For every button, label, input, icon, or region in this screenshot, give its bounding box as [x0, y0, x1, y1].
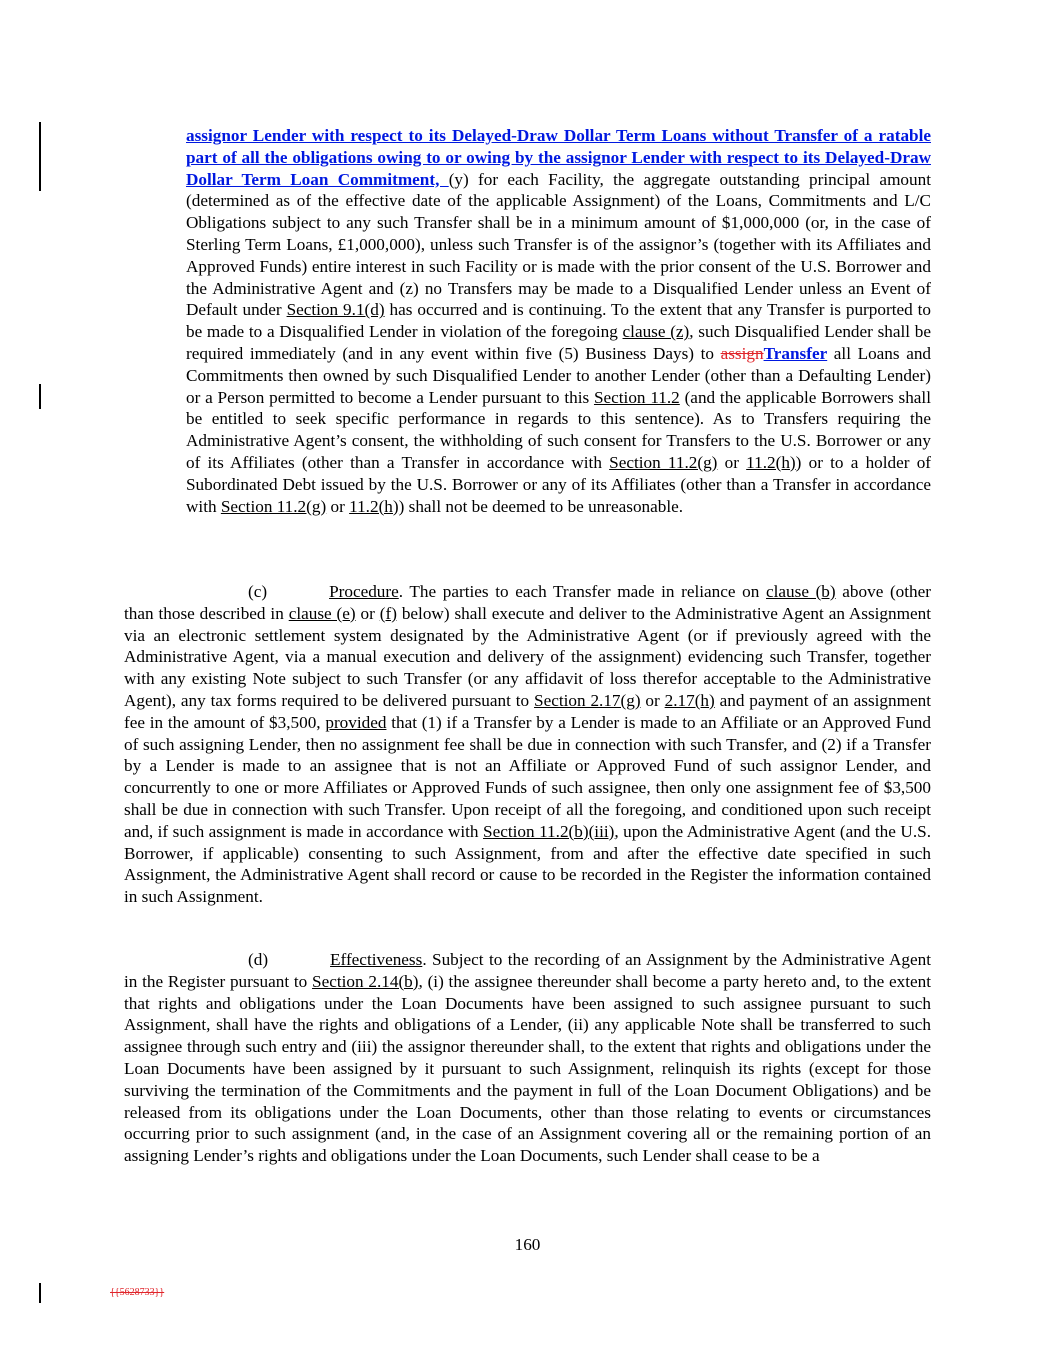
- cross-reference: Section 2.17(g): [534, 690, 641, 710]
- defined-term: provided: [325, 712, 387, 732]
- inserted-text: assignor Lender with respect to its Delayed-Draw Dollar Term Loans without Transfer of a ratable part of all the obligations owing to or owing by the assignor Lender with respect to its Delayed-Draw Dollar Term Loan Commitment,: [186, 126, 931, 189]
- cross-reference: 11.2(h): [349, 496, 399, 516]
- paragraph-procedure: (c) Procedure. The parties to each Transfer made in reliance on clause (b) above (other than those described in clause (e) or (f) below) shall execute and deliver to the Administrative Agent an Assignment via an electronic settlement system designated by the Administrative Agent (or if previously agreed with the Administrative Agent, via a manual execution and delivery of the assignment) evidencing such Transfer, together with any existing Note subject to such Transfer (or any affidavit of loss therefor acceptable to the Administrative Agent), any tax forms required to be delivered pursuant to Section 2.17(g) or 2.17(h) and payment of an assignment fee in the amount of $3,500, provided that (1) if a Transfer by a Lender is made to an Affiliate or an Approved Fund of such assigning Lender, then no assignment fee shall be due in connection with such Transfer, and (2) if a Transfer by a Lender is made to an assignee that is not an Affiliate or Approved Fund of such assignor Lender, and concurrently to one or more Affiliates or Approved Funds of such assignee, then only one assignment fee of $3,500 shall be due in connection with such Transfer. Upon receipt of all the foregoing, and conditioned upon such receipt and, if such assignment is made in accordance with Section 11.2(b)(iii), upon the Administrative Agent (and the U.S. Borrower, if applicable) consenting to such Assignment, from and after the effective date specified in such Assignment, the Administrative Agent shall record or cause to be recorded in the Register the information contained in such Assignment.: [124, 582, 931, 907]
- cross-reference: Section 11.2(g): [609, 452, 718, 472]
- inserted-text: Transfer: [763, 343, 828, 363]
- section-heading: Procedure: [329, 582, 399, 601]
- cross-reference: (f): [379, 603, 397, 623]
- paragraph-effectiveness: (d) Effectiveness. Subject to the recording of an Assignment by the Administrative Agent in the Register pursuant to Section 2.14(b), (i) the assignee thereunder shall become a party hereto and, to the extent that rights and obligations under the Loan Documents have been assigned to such assignee pursuant to such Assignment, shall have the rights and obligations of a Lender, (ii) any applicable Note shall be transferred to such assignee through such entry and (iii) the assignor thereunder shall, to the extent that rights and obligations under the Loan Documents have been assigned by it pursuant to such Assignment, relinquish its rights (except for those surviving the termination of the Commitments and the payment in full of the Loan Document Obligations) and be released from its obligations under the Loan Documents, other than those relating to events or circumstances occurring prior to such assignment (and, in the case of an Assignment covering all or the remaining portion of an assigning Lender’s rights and obligations under the Loan Documents, such Lender shall cease to be a: [124, 950, 931, 1166]
- cross-reference: clause (b): [766, 582, 836, 601]
- section-label: (c): [248, 582, 268, 601]
- cross-reference: clause (z): [622, 322, 690, 342]
- cross-reference: Section 2.14(b): [312, 971, 419, 991]
- cross-reference: 2.17(h): [664, 690, 715, 710]
- cross-reference: Section 11.2: [593, 387, 680, 407]
- cross-reference: Section 9.1(d): [286, 300, 385, 320]
- section-label: (d): [248, 950, 269, 969]
- change-bar: [39, 122, 41, 191]
- change-bar: [39, 1283, 41, 1303]
- document-id: {{5628733}}: [110, 1287, 165, 1298]
- section-heading: Effectiveness: [330, 950, 423, 969]
- page-number: 160: [514, 1235, 541, 1254]
- paragraph-transfer-conditions: assignor Lender with respect to its Delayed-Draw Dollar Term Loans without Transfer of a ratable part of all the obligations owing to or owing by the assignor Lender with respect to its Delayed-Draw Dollar Term Loan Commitment, (y) for each Facility, the aggregate outstanding principal amount (determined as of the effective date of the applicable Assignment) of the Loans, Commitments and L/C Obligations subject to any such Transfer shall be in a minimum amount of $1,000,000 (or, in the case of Sterling Term Loans, £1,000,000), unless such Transfer is of the assignor’s (together with its Affiliates and Approved Funds) entire interest in such Facility or is made with the prior consent of the U.S. Borrower and the Administrative Agent and (z) no Transfers may be made to a Disqualified Lender unless an Event of Default under Section 9.1(d) has occurred and is continuing. To the extent that any Transfer is purported to be made to a Disqualified Lender in violation of the foregoing clause (z), such Disqualified Lender shall be required immediately (and in any event within five (5) Business Days) to assignTransfer all Loans and Commitments then owned by such Disqualified Lender to another Lender (other than a Defaulting Lender) or a Person permitted to become a Lender pursuant to this Section 11.2 (and the applicable Borrowers shall be entitled to seek specific performance in regards to this sentence). As to Transfers requiring the Administrative Agent’s consent, the withholding of such consent for Transfers to the U.S. Borrower or any of its Affiliates (other than a Transfer in accordance with Section 11.2(g) or 11.2(h)) or to a holder of Subordinated Debt issued by the U.S. Borrower or any of its Affiliates (other than a Transfer in accordance with Section 11.2(g) or 11.2(h)) shall not be deemed to be unreasonable.: [186, 126, 932, 516]
- deleted-text: assign: [720, 343, 764, 363]
- cross-reference: Section 11.2(g): [220, 496, 327, 516]
- cross-reference: clause (e): [288, 603, 356, 623]
- change-bar: [39, 384, 41, 409]
- cross-reference: 11.2(h): [746, 452, 796, 472]
- cross-reference: Section 11.2(b)(iii): [483, 821, 615, 841]
